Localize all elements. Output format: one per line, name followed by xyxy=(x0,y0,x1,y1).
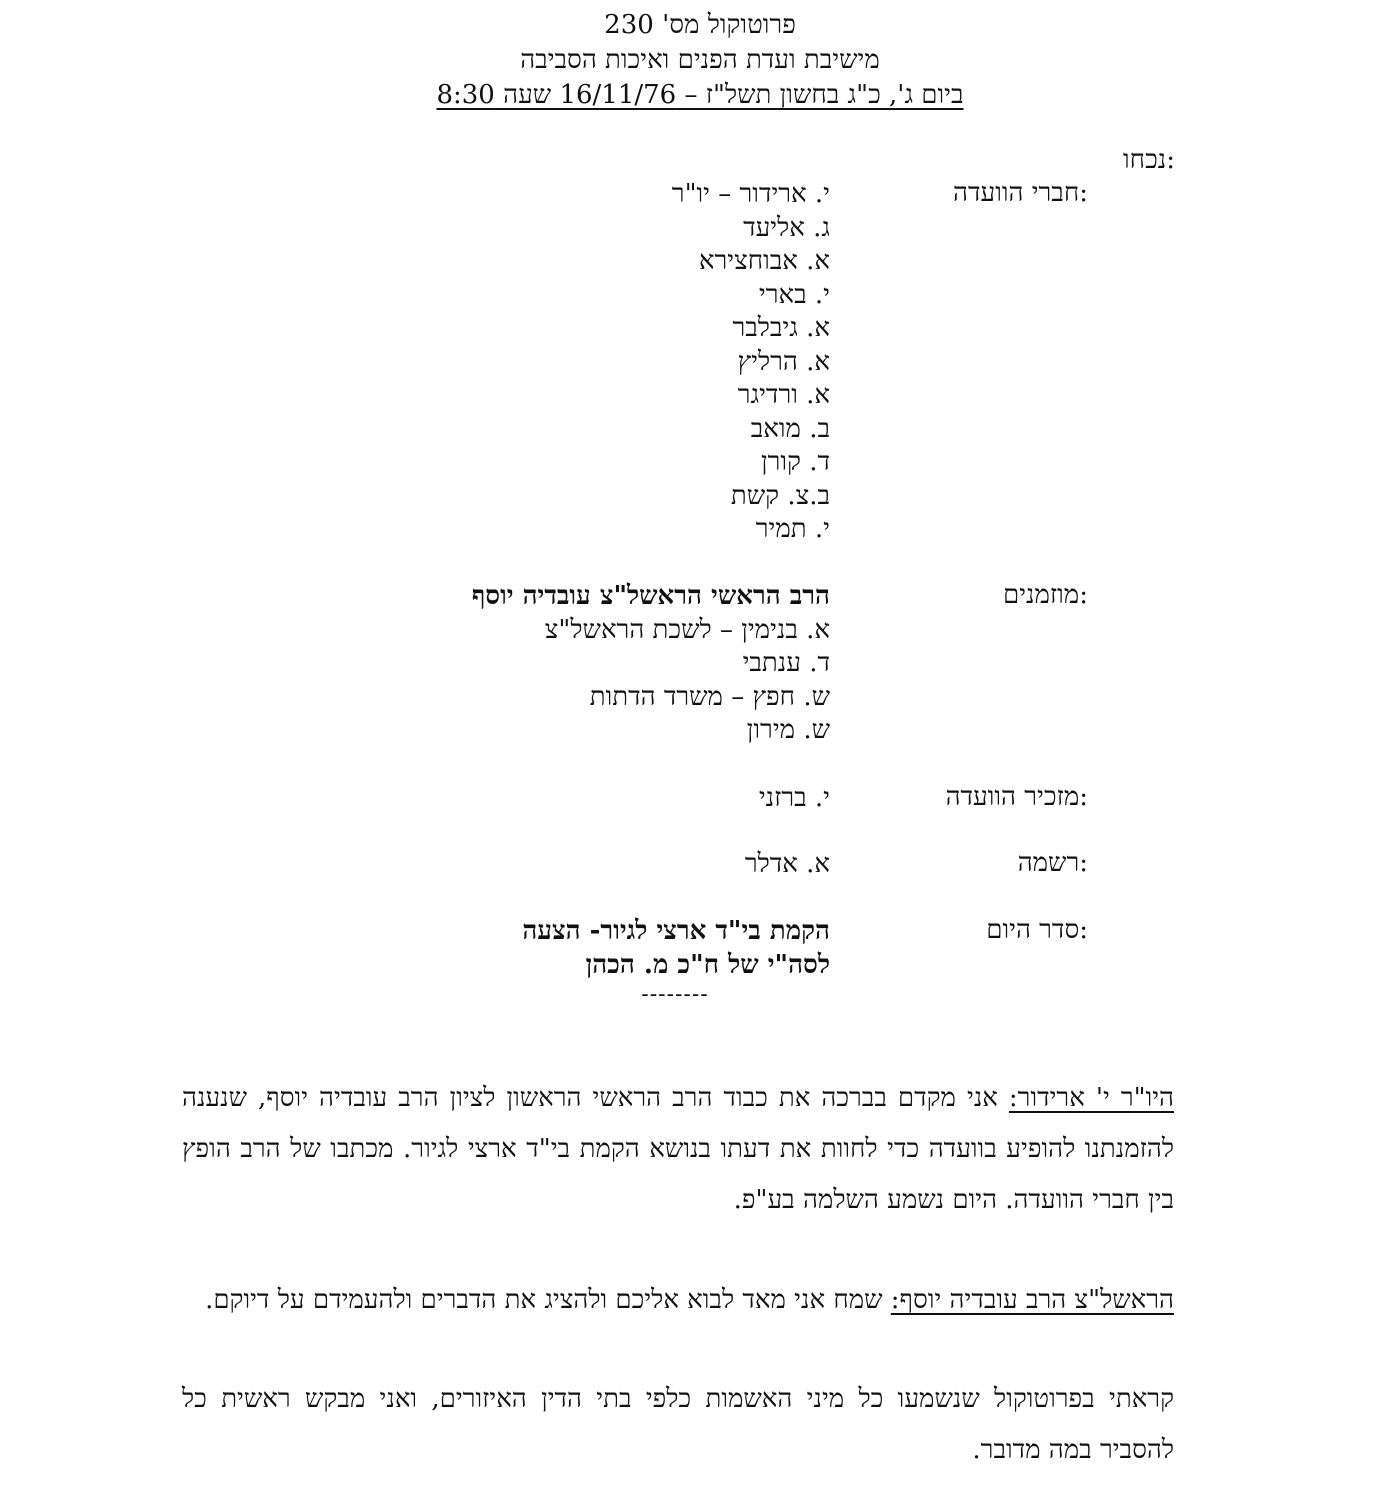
members-label: חברי הוועדה: xyxy=(953,178,1088,208)
invited-list xyxy=(310,580,830,748)
secretary-name xyxy=(310,782,830,816)
member-name: י. בארי xyxy=(758,279,830,310)
member-name: ב. מואב xyxy=(750,413,830,444)
speech-text: קראתי בפרוטוקול שנשמעו כל מיני האשמות כלפי בתי הדין האיזורים, ואני מבקש ראשית כל להסביר במה מדובר. xyxy=(182,1384,1174,1465)
member-name: א. ורדיגר xyxy=(737,380,830,410)
invited-name: ש. מירון xyxy=(746,715,830,745)
invited-label: מוזמנים: xyxy=(1003,580,1088,610)
invited-name: ד. ענתבי xyxy=(742,648,830,678)
speech-text: שמח אני מאד לבוא אליכם ולהציג את הדברים ולהעמידם על דיוקם. xyxy=(205,1285,891,1315)
separator-dashes: -------- xyxy=(641,982,709,1007)
member-name: ד. קורן xyxy=(761,447,830,477)
member-name: א. גיבלבר xyxy=(732,313,830,343)
speaker-name: הראשל"צ הרב עובדיה יוסף: xyxy=(890,1285,1174,1315)
members-list xyxy=(310,178,830,547)
agenda-item xyxy=(310,915,830,982)
member-name: א. אבוחצירא xyxy=(698,246,830,276)
member-name: י. תמיר xyxy=(755,514,830,544)
invited-name: הרב הראשי הראשל"צ עובדיה יוסף xyxy=(471,581,830,611)
member-name: א. הרליץ xyxy=(737,346,830,377)
protocol-title: פרוטוקול מס' 230 xyxy=(604,10,796,40)
protocol-subtitle: מישיבת ועדת הפנים ואיכות הסביבה xyxy=(520,45,880,75)
speaker-name: היו"ר י' ארידור: xyxy=(1008,1083,1175,1113)
transcript-paragraph xyxy=(182,1275,1174,1326)
recorder-name-text: א. אדלר xyxy=(744,849,830,879)
transcript-paragraph xyxy=(182,1073,1174,1226)
agenda-label: סדר היום: xyxy=(986,915,1088,945)
speech-text: אני מקדם בברכה את כבוד הרב הראשי הראשון לציון הרב עובדיה יוסף, שנענה להזמנתנו להופיע בוועדה כדי לחוות את דעתו בנושא הקמת בי"ד ארצי לגיור. מכתבו של הרב הופץ בין חברי הוועדה. היום נשמע השלמה בע"פ. xyxy=(182,1083,1174,1215)
member-name: י. ארידור – יו"ר xyxy=(671,179,830,209)
recorder-label: רשמה: xyxy=(1017,848,1088,878)
secretary-name-text: י. ברזני xyxy=(758,783,830,813)
present-label: נכחו: xyxy=(1123,145,1175,175)
recorder-name xyxy=(310,848,830,882)
agenda-line: הקמת בי"ד ארצי לגיור- הצעה xyxy=(522,916,830,946)
invited-name: ש. חפץ – משרד הדתות xyxy=(589,681,830,712)
member-name: ב.צ. קשת xyxy=(730,480,830,511)
agenda-line: לסה"י של ח"כ מ. הכהן xyxy=(585,949,830,980)
secretary-label: מזכיר הוועדה: xyxy=(945,782,1088,812)
invited-name: א. בנימין – לשכת הראשל"צ xyxy=(544,614,830,645)
member-name: ג. אליעד xyxy=(743,212,830,243)
meeting-date: ביום ג', כ"ג בחשון תשל"ז – 16/11/76 שעה 8:30 xyxy=(436,80,964,110)
transcript-paragraph xyxy=(182,1374,1174,1476)
document-header xyxy=(0,8,1400,113)
